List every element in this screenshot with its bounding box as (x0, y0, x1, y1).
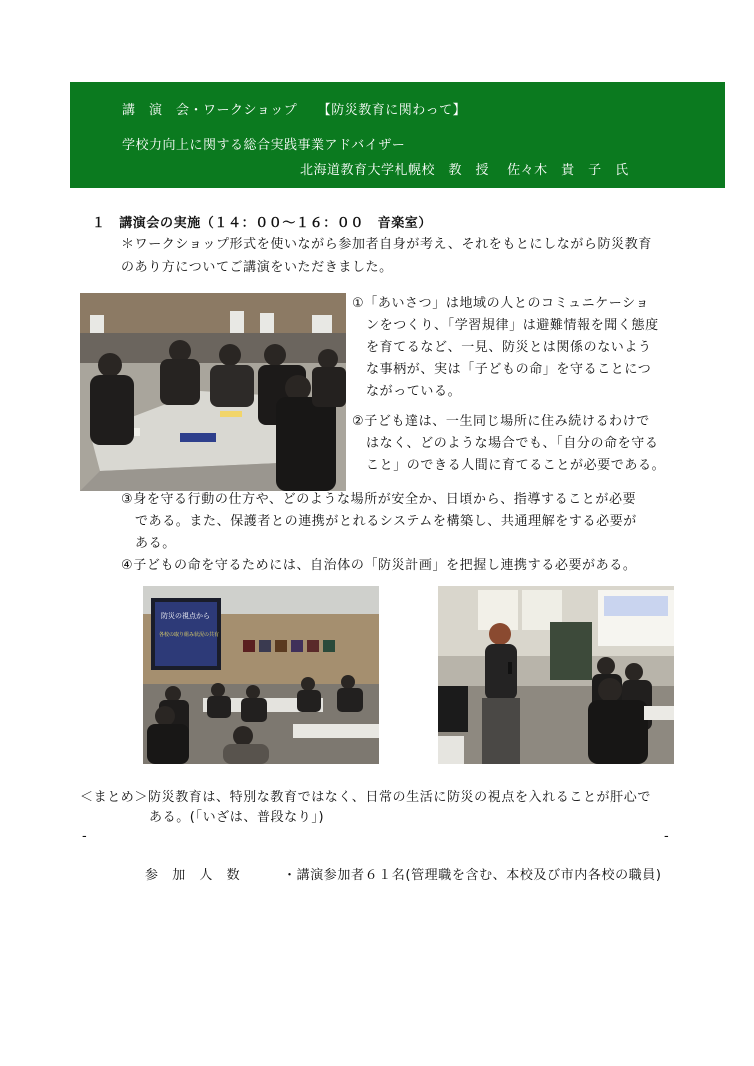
lecture-hall-photo (143, 586, 379, 764)
summary-line-1: ＜まとめ＞防災教育は、特別な教育ではなく、日常の生活に防災の視点を入れることが肝心で (80, 790, 651, 805)
point-3-line-3: ある。 (135, 536, 176, 551)
participants-value: ・講演参加者６１名(管理職を含む、本校及び市内各校の職員) (283, 868, 662, 883)
point-2-line-1: ②子ども達は、一生同じ場所に住み続けるわけで (352, 414, 650, 429)
banner-title: 講 演 会・ワークショップ 【防災教育に関わって】 (122, 103, 467, 118)
intro-line-1: ＊ワークショップ形式を使いながら参加者自身が考え、それをもとにしながら防災教育 (121, 237, 652, 252)
point-1-line-1: ①「あいさつ」は地域の人とのコミュニケーショ (352, 296, 650, 311)
point-1-line-2: ンをつくり、「学習規律」は避難情報を聞く態度 (366, 318, 659, 333)
point-1-line-5: ながっている。 (366, 384, 462, 399)
lecturer-photo (438, 586, 674, 764)
slide-title: 防災の視点から (161, 612, 210, 620)
summary-line-2: ある。(「いざは、普段なり」) (149, 810, 325, 825)
intro-line-2: のあり方についてご講演をいただきました。 (121, 260, 393, 275)
header-banner (70, 82, 725, 188)
point-4: ④子どもの命を守るためには、自治体の「防災計画」を把握し連携する必要がある。 (121, 558, 637, 573)
section-heading: １ 講演会の実施（１４：００～１６：００ 音楽室） (92, 216, 433, 231)
workshop-photo (80, 293, 346, 491)
point-3-line-2: である。また、保護者との連携がとれるシステムを構築し、共通理解をする必要が (135, 514, 637, 529)
dash-right: - (664, 829, 670, 844)
banner-speaker: 北海道教育大学札幌校 教 授 佐々木 貴 子 氏 (300, 163, 629, 178)
point-1-line-3: を育てるなど、一見、防災とは関係のないよう (366, 340, 652, 355)
banner-role: 学校力向上に関する総合実践事業アドバイザー (122, 138, 406, 153)
point-1-line-4: な事柄が、実は「子どもの命」を守ることにつ (366, 362, 652, 377)
point-2-line-2: はなく、どのような場合でも、「自分の命を守る (366, 436, 659, 451)
slide-body: 各校の取り組み状況の共有 (159, 632, 220, 638)
dash-left: - (82, 829, 88, 844)
point-3-line-1: ③身を守る行動の仕方や、どのような場所が安全か、日頃から、指導することが必要 (121, 492, 637, 507)
participants-label: 参 加 人 数 (145, 868, 241, 883)
point-2-line-3: こと」のできる人間に育てることが必要である。 (366, 458, 666, 473)
